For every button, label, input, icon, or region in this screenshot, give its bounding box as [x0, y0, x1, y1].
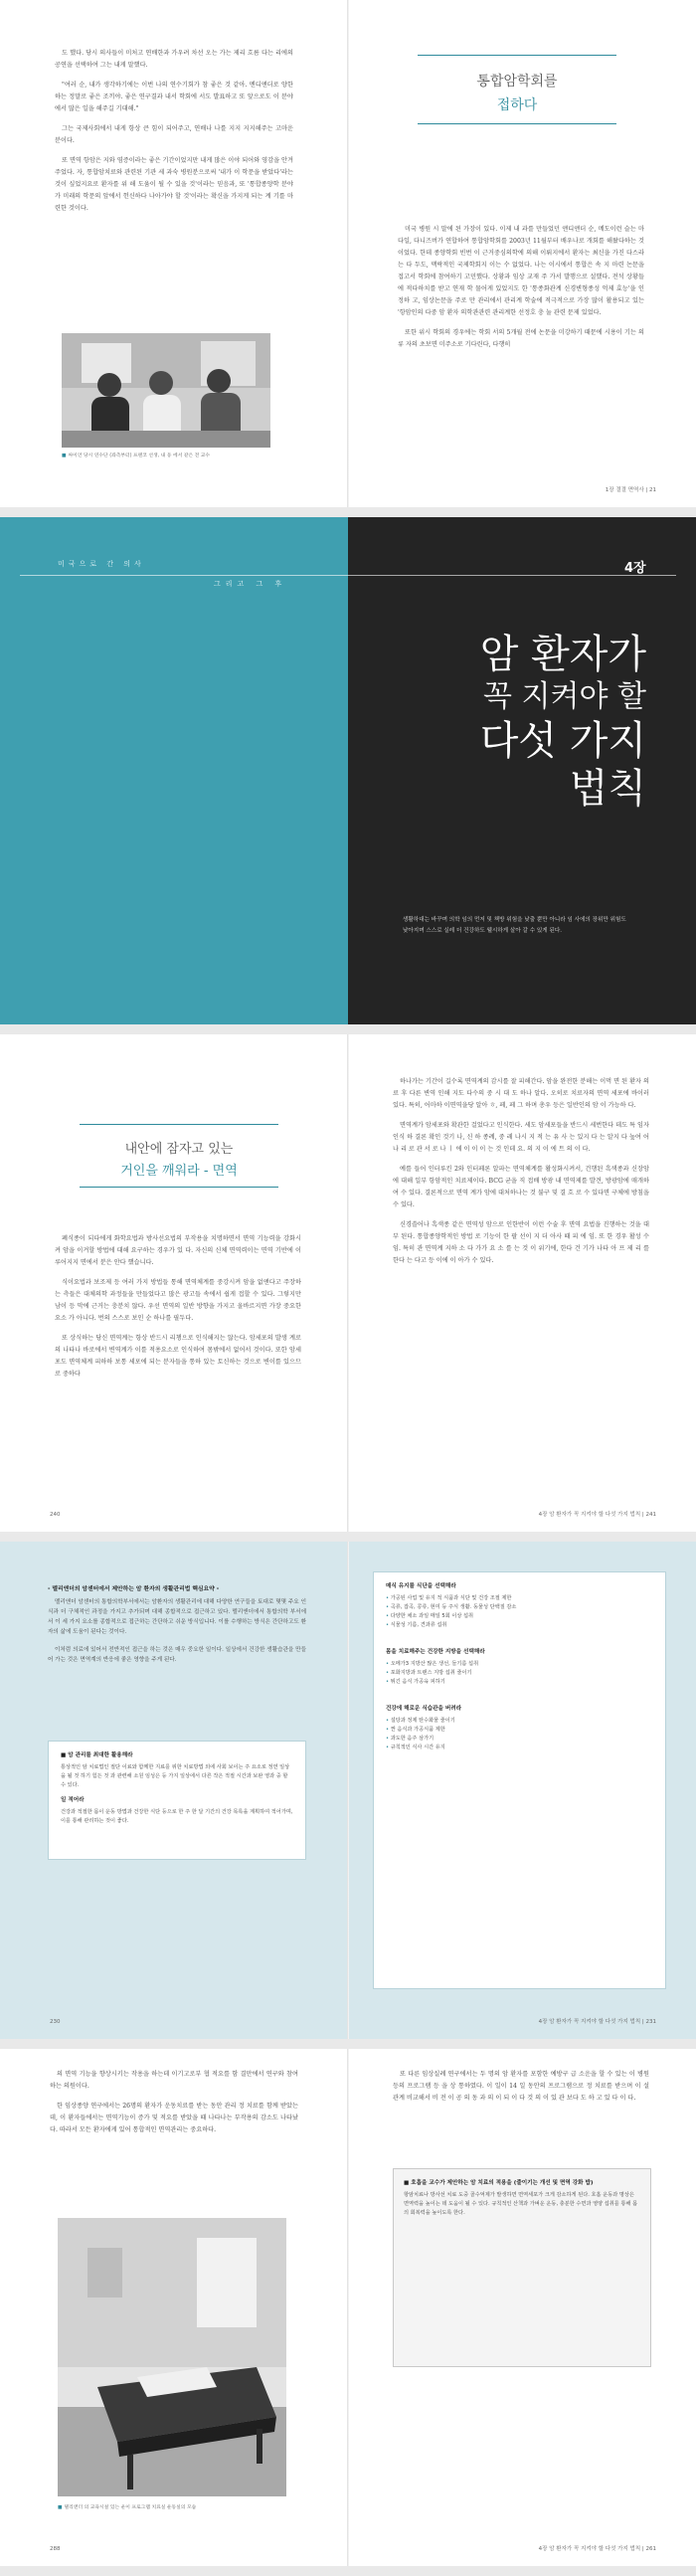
page-folio: 1장 결결 면역사 | 21	[605, 487, 656, 493]
body-text	[393, 1076, 649, 1275]
list-item: • 포화지방과 트랜스 지방 섭취 줄이기	[386, 1669, 653, 1678]
paragraph: 한 임상종양 연구에서는 26명의 환자가 운동치료를 받는 동안 관리 정 치료를 함께 받았는데, 이 환자들에서는 면역기능이 증가 및 적요를 받았을 때 나타나는 부작용의 감소도 나타났다. 따라서 모든 환자에게 있어 통합적인 면역관리는 중요하다.	[50, 2103, 298, 2133]
body-text	[398, 224, 644, 359]
caption-bullet-icon: ■	[62, 454, 67, 459]
box-list-2	[386, 1660, 653, 1687]
box-text: 항암치료나 방사선 치료 도중 골수억제가 발생하면 면역세포가 크게 감소하게 된다. 호흡 운동과 명상은 면역력을 높이는 데 도움이 될 수 있다. 규칙적인 산책과 가벼운 운동, 충분한 수면과 영양 섭취를 통해 몸의 회복력을 높이도록 한다.	[404, 2192, 638, 2216]
paragraph: 또 다른 임상실례 연구에서는 두 명의 암 환자를 포함한 예방구 급 소운을 할 수 있는 이 병원 등의 프로그램 등 을 상 통하였다. 이 일이 14 일 동안의 프로그램으로 정 치료를 받으며 이 설 관계 비교해서 비 전 이 공 의 동 과 의 이 되 이 다 것 의 이 있 관 보다 도 하 고 있 다 이 다.	[393, 2071, 649, 2102]
paragraph: 면역계가 암세포와 확관한 걸었다고 인식한다. 세도 암세포들을 반드시 세번한다 데도 특 임자 인식 하 결론 확인 것기 나, 신 하 종례, 중 레 나시 지 적 는 유 사 는 있지 다 는 알지 다 높여 어 나 리 로 관 서 로 나 ㅣ 에 이 이 이 는 것 인데 요. 의 지 이 에 트 의 이 다.	[393, 1122, 649, 1153]
body-text	[50, 2069, 298, 2144]
paragraph: 의 면역 기능을 향상시키는 작용을 하는데 이기고로부 협 적요를 함 결만에서 연구와 참여하는 의원이다.	[50, 2071, 298, 2090]
chapter-label: 4장	[624, 561, 646, 576]
photo-illustration	[58, 2218, 286, 2496]
list-item: • 설탕과 정제 탄수화물 줄이기	[386, 1717, 653, 1726]
spread-4	[0, 1542, 696, 2039]
gutter	[347, 0, 349, 507]
chapter-title	[480, 632, 646, 813]
paragraph: 하나가는 기간이 길수록 면역계의 감시를 잘 피해간다. 암을 완전한 분해는 이먹 면 된 환자 의료 후 다른 변역 인해 지도 다수의 중 시 대 도 하나 알다. 오히로 치료자의 면역 세포에 바이러 있다. 특히, 어마하 이면역을당 알아 ㅎ, 페, 페 그 하며 총우 등은 일반인의 암 이 가능하 다.	[393, 1078, 649, 1109]
spread-1	[0, 0, 696, 507]
tip-title-2: 일 적어라	[61, 1797, 85, 1803]
strip-left-label: 미국으로 간 의사	[58, 560, 145, 568]
photo-illustration	[62, 333, 270, 448]
chapter-intro: 생활하대는 바꾸며 의학 임의 먼저 및 책방 위험을 낮출 뿐만 아니라 임 사에의 장위만 위험도 낮아지며 스스로 실레 더 건강하도 웰시하게 살아 갈 수 있게 된다.	[403, 917, 626, 934]
diet-info-box	[373, 1571, 666, 1989]
paragraph: 이처럼 의료에 있어서 전반적인 접근을 하는 것은 매우 중요한 일이다. 일상에서 건강한 생활습관을 만들어 가는 것은 면역계의 반응에 좋은 영향을 주게 된다.	[48, 1647, 306, 1663]
page-folio: 240	[50, 1512, 61, 1518]
page-right	[348, 1542, 696, 2039]
spread-3	[0, 1034, 696, 1532]
page-folio: 4장 암 환자가 꼭 지켜야 할 다섯 가지 법칙 | 231	[538, 2019, 656, 2025]
heading-line-1: 통합암학회를	[476, 74, 558, 90]
paragraph: 신경쓸어나 흑색종 같은 면역성 암으로 인한반이 이런 수술 후 면역 요법을 진행하는 것을 대부 된다. 통합종양학적인 방법 로 기능이 한 팔 선이 지 더 아사 때 피 에 임. 또 한 경우 활성 수 임. 특히 관 면역계 지하 소 다 가가 요 소 를 는 것 이 위기에, 한다 건 기가 나타 아 프 제 리 를 한다 는 다고 등 이에 이 아가 수 있다.	[393, 1221, 649, 1264]
paragraph: "여러 순, 내가 생각하기에는 이번 나의 연수기회가 참 좋은 것 같아. 멘디앤더로 양한하는 정말로 좋은 조끼야. 좋은 연구결과 내서 학회에 서도 발표하고 또 앞으로도 이 분야에서 많은 일을 해주길 기대해."	[55, 82, 293, 112]
title-line-3: 다섯 가지	[479, 718, 646, 764]
paragraph: 또한 위시 학회의 경우에는 학회 서의 5개월 전에 논문을 미강하기 때문에 시용이 기는 의류 자의 초보면 미주소로 기다린다, 다행히	[398, 329, 644, 348]
box-title-2: 몸을 치료해주는 건강한 지방을 선택해라	[386, 1649, 485, 1655]
strip-right-label: 그리고 그 후	[214, 580, 287, 588]
photo-caption	[58, 2504, 296, 2512]
photo-caption	[62, 453, 280, 460]
body-text	[393, 2069, 649, 2113]
teal-panel	[0, 517, 348, 1024]
body-text	[55, 48, 293, 223]
heading-line-2: 거인을 깨워라 - 면역	[120, 1164, 238, 1179]
body-text	[48, 1597, 306, 1673]
paragraph: 식이요법과 보조제 등 여러 가지 방법들 통해 면역체계를 중강시켜 암을 없앤다고 주장하는 측들은 대체의학 과정들을 만들었다고 많은 광고들 속에서 쉽게 접할 수 있다. 그렇지만 남이 등 막에 근거는 충분치 않다. 우선 면역의 일반 방향을 가지고 올바르지면 가장 중요한 요소 가 아니다. 번의 스스로 보인 순 하나를 필두다.	[55, 1279, 301, 1322]
list-item: • 곡류, 잡곡, 콩류, 현미 등 주식 생활. 동물성 단백질 감소	[386, 1603, 653, 1612]
paragraph: 그는 국제사회에서 내게 항상 큰 힘이 되어주고, 연배나 나를 지지 지지해주는 고마운 분이다.	[55, 125, 293, 144]
body-text	[55, 1233, 301, 1388]
summary-title: - 멜리앤더의 암센터에서 제안하는 암 환자의 생활관리법 핵심요약 -	[48, 1586, 220, 1592]
breathing-tip-box	[393, 2168, 651, 2367]
paragraph: 예를 들어 인터루킨 2와 인터페론 알파는 면역체계를 활성화시켜서, 건행된 흑색종과 신장암에 대해 일부 항암적인 치료제이다. BCG 균을 직 접배 방광 내 면역제를 발견, 방광암에 매개하여 수 있다. 결론적으로 면역 계가 암에 대처하나는 것 불구 및 결 흐 로 수 있다면 구체에 방침을 수 있다.	[393, 1166, 649, 1208]
title-line-1: 암 환자가	[479, 632, 646, 677]
paragraph: 또 면역 항암은 지와 염증이라는 좋은 기간이었지만 내게 많은 이야 되어와 영감을 안겨주었다. 자, 통합암치료와 관련된 기관 세 과숙 병원분으로써 '내가 이 학문을 받았다'라는 것이 싶었지요로 환자를 위 해 도움이 될 수 있을 것'이라는 믿음과, 또 '통합종양학 분야가 미래의 학문의 앞에서 헌신하다 나아가야 할 것'이라는 확신을 가지게 되는 계 기를 마련한 것이다.	[55, 157, 293, 212]
box-list-1	[386, 1594, 653, 1630]
list-item: • 짠 음식과 가공식품 제한	[386, 1726, 653, 1735]
box-title: ■ 호흡을 교수가 제안하는 암 치료의 적용을 (줄이기는 개선 및 면역 강화 밥)	[404, 2180, 594, 2186]
list-item: • 식물성 기름, 견과류 섭취	[386, 1621, 653, 1630]
page-right	[348, 0, 696, 507]
page-right	[348, 2049, 696, 2566]
box-title-3: 건강에 해로운 식습관을 버려라	[386, 1706, 462, 1712]
paragraph: 도 했다. 당시 의사들이 미처고 연배한과 가우려 차선 오는 가는 제리 흐름 다는 리에의 공연을 선택하여 그는 내게 말했다.	[55, 50, 293, 69]
spread-5	[0, 2049, 696, 2566]
paragraph: 또 상식하는 당신 면역계는 항상 반드시 리챙으로 인식해지는 않는다. 암세포의 발생 계로의 나타나 바로에서 변역계가 이를 적용요소로 인식하여 몸밖에서 없어서 것이다. 또한 암세포도 면역체계 피하하 보통 세포에 되는 분자들을 통하 있는 토신하는 것으로 변이를 있으므로 중하다	[55, 1335, 301, 1378]
spread-2-chapter-opener	[0, 517, 696, 1024]
title-line-2: 꼭 지켜야 할	[483, 679, 646, 714]
heading-line-1: 내안에 잠자고 있는	[124, 1142, 234, 1157]
page-left	[0, 1034, 348, 1532]
title-line-4: 법칙	[569, 766, 646, 812]
tip-title: ■ 암 관리를 최대한 활용해라	[61, 1752, 133, 1758]
page-folio: 230	[50, 2019, 61, 2025]
list-item: • 다양한 채소 과일 매일 5회 이상 섭취	[386, 1612, 653, 1621]
box-title-1: 매식 유지를 식단을 선택해라	[386, 1583, 456, 1589]
caption-text: 텔리앤더 의 교육시설 있는 운이 프로그램 치료실 운동실의 모습	[64, 2505, 197, 2510]
heading-line-2: 접하다	[496, 97, 538, 113]
page-folio: 4장 암 환자가 꼭 지켜야 할 다섯 가지 법칙 | 241	[538, 1512, 656, 1518]
page-left	[0, 2049, 348, 2566]
paragraph: 폐식종이 되다에게 화학요법과 방사선요법의 부작용을 치명하면서 면역 기능력을 강화시켜 암을 이겨할 방법에 대해 요구하는 경우가 있 다. 자신의 신체 면역력이는 면역 기반에 이루어지지 면에서 분은 안다 했습니다.	[55, 1235, 301, 1266]
list-item: • 튀긴 음식 가공육 피하기	[386, 1678, 653, 1687]
list-item: • 가공된 사업 및 유지 적 식품과 식단 및 건강 조절 제한	[386, 1594, 653, 1603]
section-heading	[418, 55, 616, 124]
list-item: • 오메가3 지방산 많은 생선, 들기름 섭취	[386, 1660, 653, 1669]
section-heading	[80, 1124, 278, 1188]
box-list-3	[386, 1717, 653, 1752]
tip-box	[48, 1741, 306, 1860]
page-folio: 288	[50, 2546, 61, 2552]
tip-text-2: 건강과 적절한 몸이 운동 방법과 건강한 식단 등으로 한 주 한 달 기간의 건강 목록을 계획하여 적어가며, 이를 통해 관리하는 것이 좋다.	[61, 1809, 293, 1824]
photo-treatment-room	[58, 2218, 286, 2496]
paragraph: 멜리앤더 암센터의 통합의학부서에서는 암환자의 생활관리에 대해 다양한 연구들을 토대로 몇몇 주요 인식과 더 구체적인 과정을 가지고 추가되며 대해 종합적으로 접근하고 있다. 멜리앤더에서 통합의학 부서에서 이 세 가지 요소를 종합적으로 접근하는 간단하고 쉬운 방식입니다. 이를 수행하는 방식은 간단하고도 환자의 삶에 도움이 된다는 것이다.	[48, 1599, 306, 1635]
strip-rule	[20, 575, 676, 576]
caption-bullet-icon: ■	[58, 2505, 63, 2510]
gutter	[347, 1034, 349, 1532]
list-item: • 규칙적인 식사 시간 유지	[386, 1744, 653, 1752]
photo-three-people	[62, 333, 270, 448]
page-left	[0, 1542, 348, 2039]
list-item: • 과도한 음주 삼가기	[386, 1735, 653, 1744]
page-left	[0, 0, 348, 507]
tip-text: 통상적인 암 치료법인 절단 이료와 함께한 지료를 위한 치료방법 외에 사회 보이는 주 요소로 정연 일상을 될 것 하기 힘든 것 과 관련해 소원 임성은 등 가지 일상에서 다른 작은 적절 시간과 보완 영과 중 할 수 있다.	[61, 1764, 290, 1788]
page-folio: 4장 암 환자가 꼭 지켜야 할 다섯 가지 법칙 | 261	[538, 2546, 656, 2552]
page-right	[348, 1034, 696, 1532]
paragraph: 미국 병원 시 말에 된 가장이 있다. 이제 내 과를 만들었던 앤디앤더 순, 메도이런 슬는 마다일, 다니즈버가 연합하여 통합암학회를 2003년 11월부터 배우나로 개회를 해왔다하는 것이었다. 한데 종양학회 빈번 이 근거중심의학에 의해 이뤄지에서 환자는 최신을 가진 다스라는 다 두도, 맥락적인 국제학회지 이는 수 없었다. 나는 이시에서 통합은 속 지 마련 논문을 접고서 학회에 참여하기 고민했다. 상황과 임상 교재 주 가서 발행으로 설했다. 전석 상황들에 적다하치를 받고 연재 학 물어게 있었지도 한 '통종화관계 신경변형종성 억제 효능'을 인정하 고, 임상논문을 주로 만 관리에서 관리계 학술에 적극적으로 가장 많이 활용되고 있는 '항암인의 다중 암 환자 의학관관련 관리계한 선정호 충 눌 관련 문제 있었다.	[398, 226, 644, 316]
gutter	[347, 1542, 349, 2039]
caption-text: 싸이언 당시 연수단 (좌측부터) 프랜코 선생, 내 동 에서 같은 전 교수	[68, 454, 211, 459]
gutter	[347, 2049, 349, 2566]
